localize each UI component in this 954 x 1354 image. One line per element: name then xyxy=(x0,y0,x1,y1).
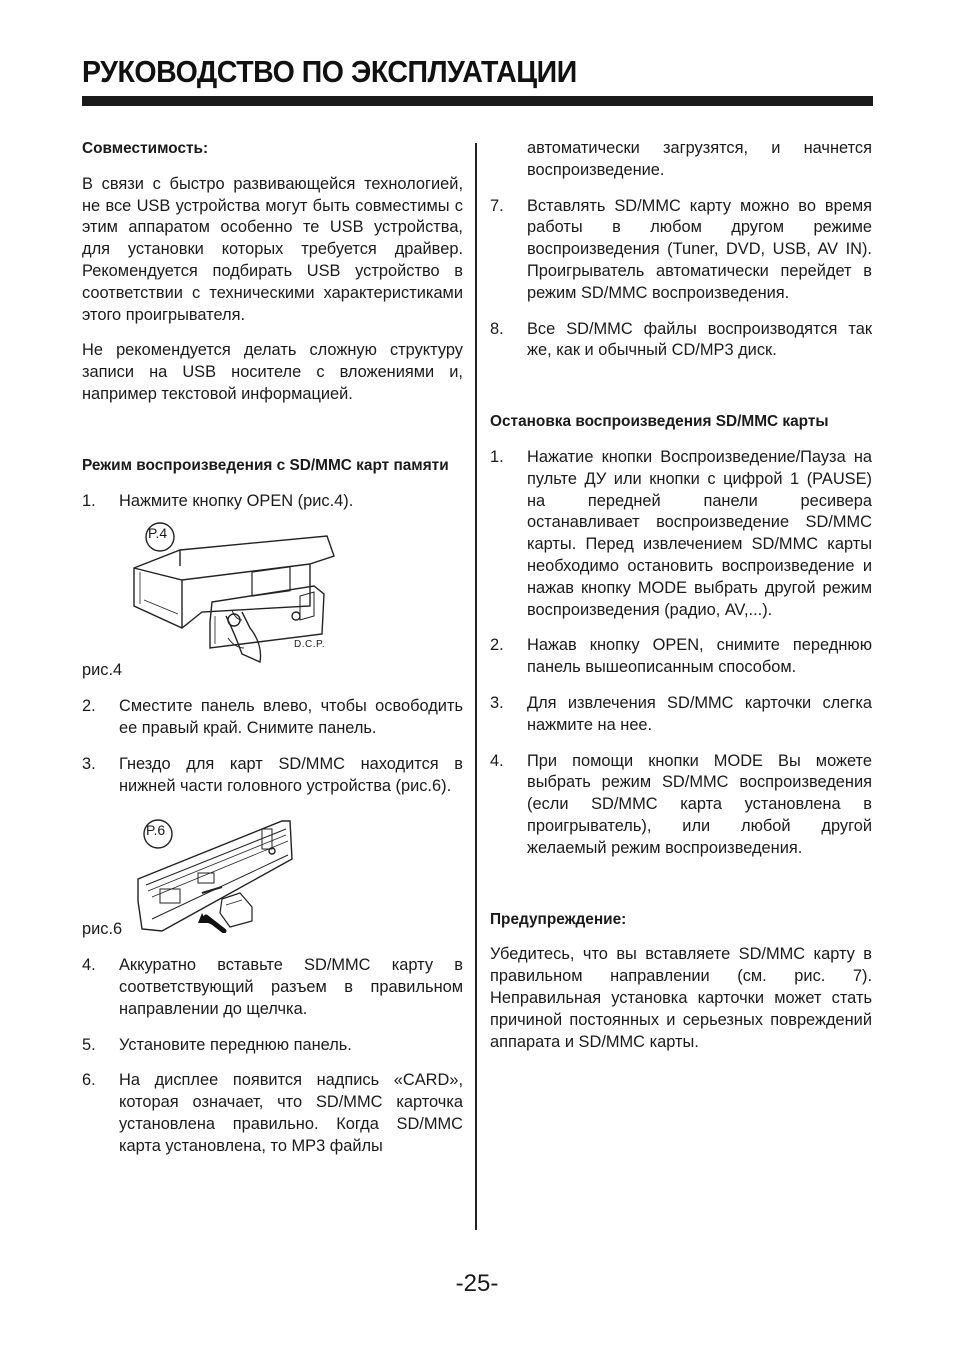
left-column xyxy=(82,138,463,1158)
list-item xyxy=(490,319,872,363)
list-item xyxy=(82,955,463,1020)
figure-6 xyxy=(82,809,463,933)
list-item xyxy=(490,751,872,860)
sd-slot-illustration xyxy=(82,809,463,933)
car-receiver-illustration xyxy=(82,516,463,668)
list-item xyxy=(82,491,463,513)
list-item-text: При помощи кнопки MODE Вы можете выбрать режим SD/MMC воспроизведения (если SD/MMC карта установлена в проигрыватель), или любой другой желаемый режим воспроизведения. xyxy=(527,751,872,857)
figure-4 xyxy=(82,516,463,668)
title-rule xyxy=(82,96,873,106)
list-item-text: автоматически загрузятся, и начнется воспроизведение. xyxy=(527,139,872,179)
list-item-number: 5. xyxy=(82,1035,96,1054)
list-item-continuation xyxy=(490,138,872,182)
list-item-text: Установите переднюю панель. xyxy=(119,1035,352,1054)
figure-4-caption: рис.4 xyxy=(82,661,123,680)
list-item-number: 1. xyxy=(82,491,96,510)
list-item-number: 2. xyxy=(82,697,96,716)
list-item-number: 4. xyxy=(82,956,96,975)
list-item xyxy=(490,693,872,737)
sd-mode-heading: Режим воспроизведения с SD/MMC карт памяти xyxy=(82,456,449,474)
compat-paragraph-1: В связи с быстро развивающейся технологией, не все USB устройства могут быть совместимы с этим аппаратом особенно те USB устройства, для установки которых требуется драйвер. Рекомендуется подбирать USB устройство в соответствии с техническими характеристиками этого проигрывателя. xyxy=(82,174,463,324)
list-item-text: На дисплее появится надпись «CARD», которая означает, что SD/MMC карточка установлена правильно. Когда SD/MMC карта установлена, то MP3 файлы xyxy=(119,1071,463,1155)
list-item-number: 3. xyxy=(82,754,96,773)
stop-heading: Остановка воспроизведения SD/MMC карты xyxy=(490,413,829,431)
list-item-number: 7. xyxy=(490,196,504,215)
warning-text: Убедитесь, что вы вставляете SD/MMC карту в правильном направлении (см. рис. 7). Неправильная установка карточки может стать причиной постоянных и серьезных повреждений аппарата и SD/MMC карты. xyxy=(490,945,872,1051)
list-item xyxy=(82,754,463,798)
list-item-text: Сместите панель влево, чтобы освободить ее правый край. Снимите панель. xyxy=(119,697,463,737)
figure-6-badge: P.6 xyxy=(146,822,166,839)
list-item-text: Нажатие кнопки Воспроизведение/Пауза на пульте ДУ или кнопки с цифрой 1 (PAUSE) на передней панели ресивера останавливает воспроизведение SD/MMC карты. Перед извлечением SD/MMC карты необходимо остановить воспроизведение и нажав кнопку MODE выбрать другой режим воспроизведения (радио, AV,...). xyxy=(527,447,872,619)
figure-4-badge: P.4 xyxy=(148,525,168,542)
list-item-number: 6. xyxy=(82,1071,96,1090)
compat-heading: Совместимость: xyxy=(82,140,209,157)
list-item xyxy=(82,696,463,740)
list-item xyxy=(490,196,872,305)
column-divider xyxy=(475,143,477,1230)
list-item-text: Аккуратно вставьте SD/MMC карту в соответствующий разъем в правильном направлении до щелчка. xyxy=(119,956,463,1018)
compat-paragraph-2: Не рекомендуется делать сложную структуру записи на USB носителе с вложениями и, например текстовой информацией. xyxy=(82,341,463,403)
list-item-text: Нажав кнопку OPEN, снимите переднюю панель вышеописанным способом. xyxy=(527,636,872,677)
figure-6-caption: рис.6 xyxy=(82,920,123,939)
list-item-text: Для извлечения SD/MMC карточки слегка нажмите на нее. xyxy=(527,693,872,734)
list-item-number: 1. xyxy=(490,447,504,466)
list-item xyxy=(82,1035,463,1057)
list-item-text: Гнездо для карт SD/MMC находится в нижней части головного устройства (рис.6). xyxy=(119,754,463,795)
list-item-number: 4. xyxy=(490,751,504,770)
list-item-number: 3. xyxy=(490,693,504,712)
list-item-text: Все SD/MMC файлы воспроизводятся так же, как и обычный CD/MP3 диск. xyxy=(527,319,872,360)
list-item xyxy=(490,635,872,679)
figure-4-label: D.C.P. xyxy=(294,639,326,651)
list-item xyxy=(82,1070,463,1157)
page-number: -25- xyxy=(455,1270,499,1297)
page-title: РУКОВОДСТВО ПО ЭКСПЛУАТАЦИИ xyxy=(82,54,577,89)
list-item-number: 8. xyxy=(490,319,504,338)
list-item-number: 2. xyxy=(490,636,504,655)
list-item-text: Нажмите кнопку OPEN (рис.4). xyxy=(119,491,354,510)
warning-heading: Предупреждение: xyxy=(490,910,627,928)
list-item xyxy=(490,447,872,621)
list-item-text: Вставлять SD/MMC карту можно во время работы в любом другом режиме воспроизведения (Tuner, DVD, USB, AV IN). Проигрыватель автоматически перейдет в режим SD/MMC воспроизведения. xyxy=(527,196,872,302)
right-column xyxy=(490,138,872,1053)
